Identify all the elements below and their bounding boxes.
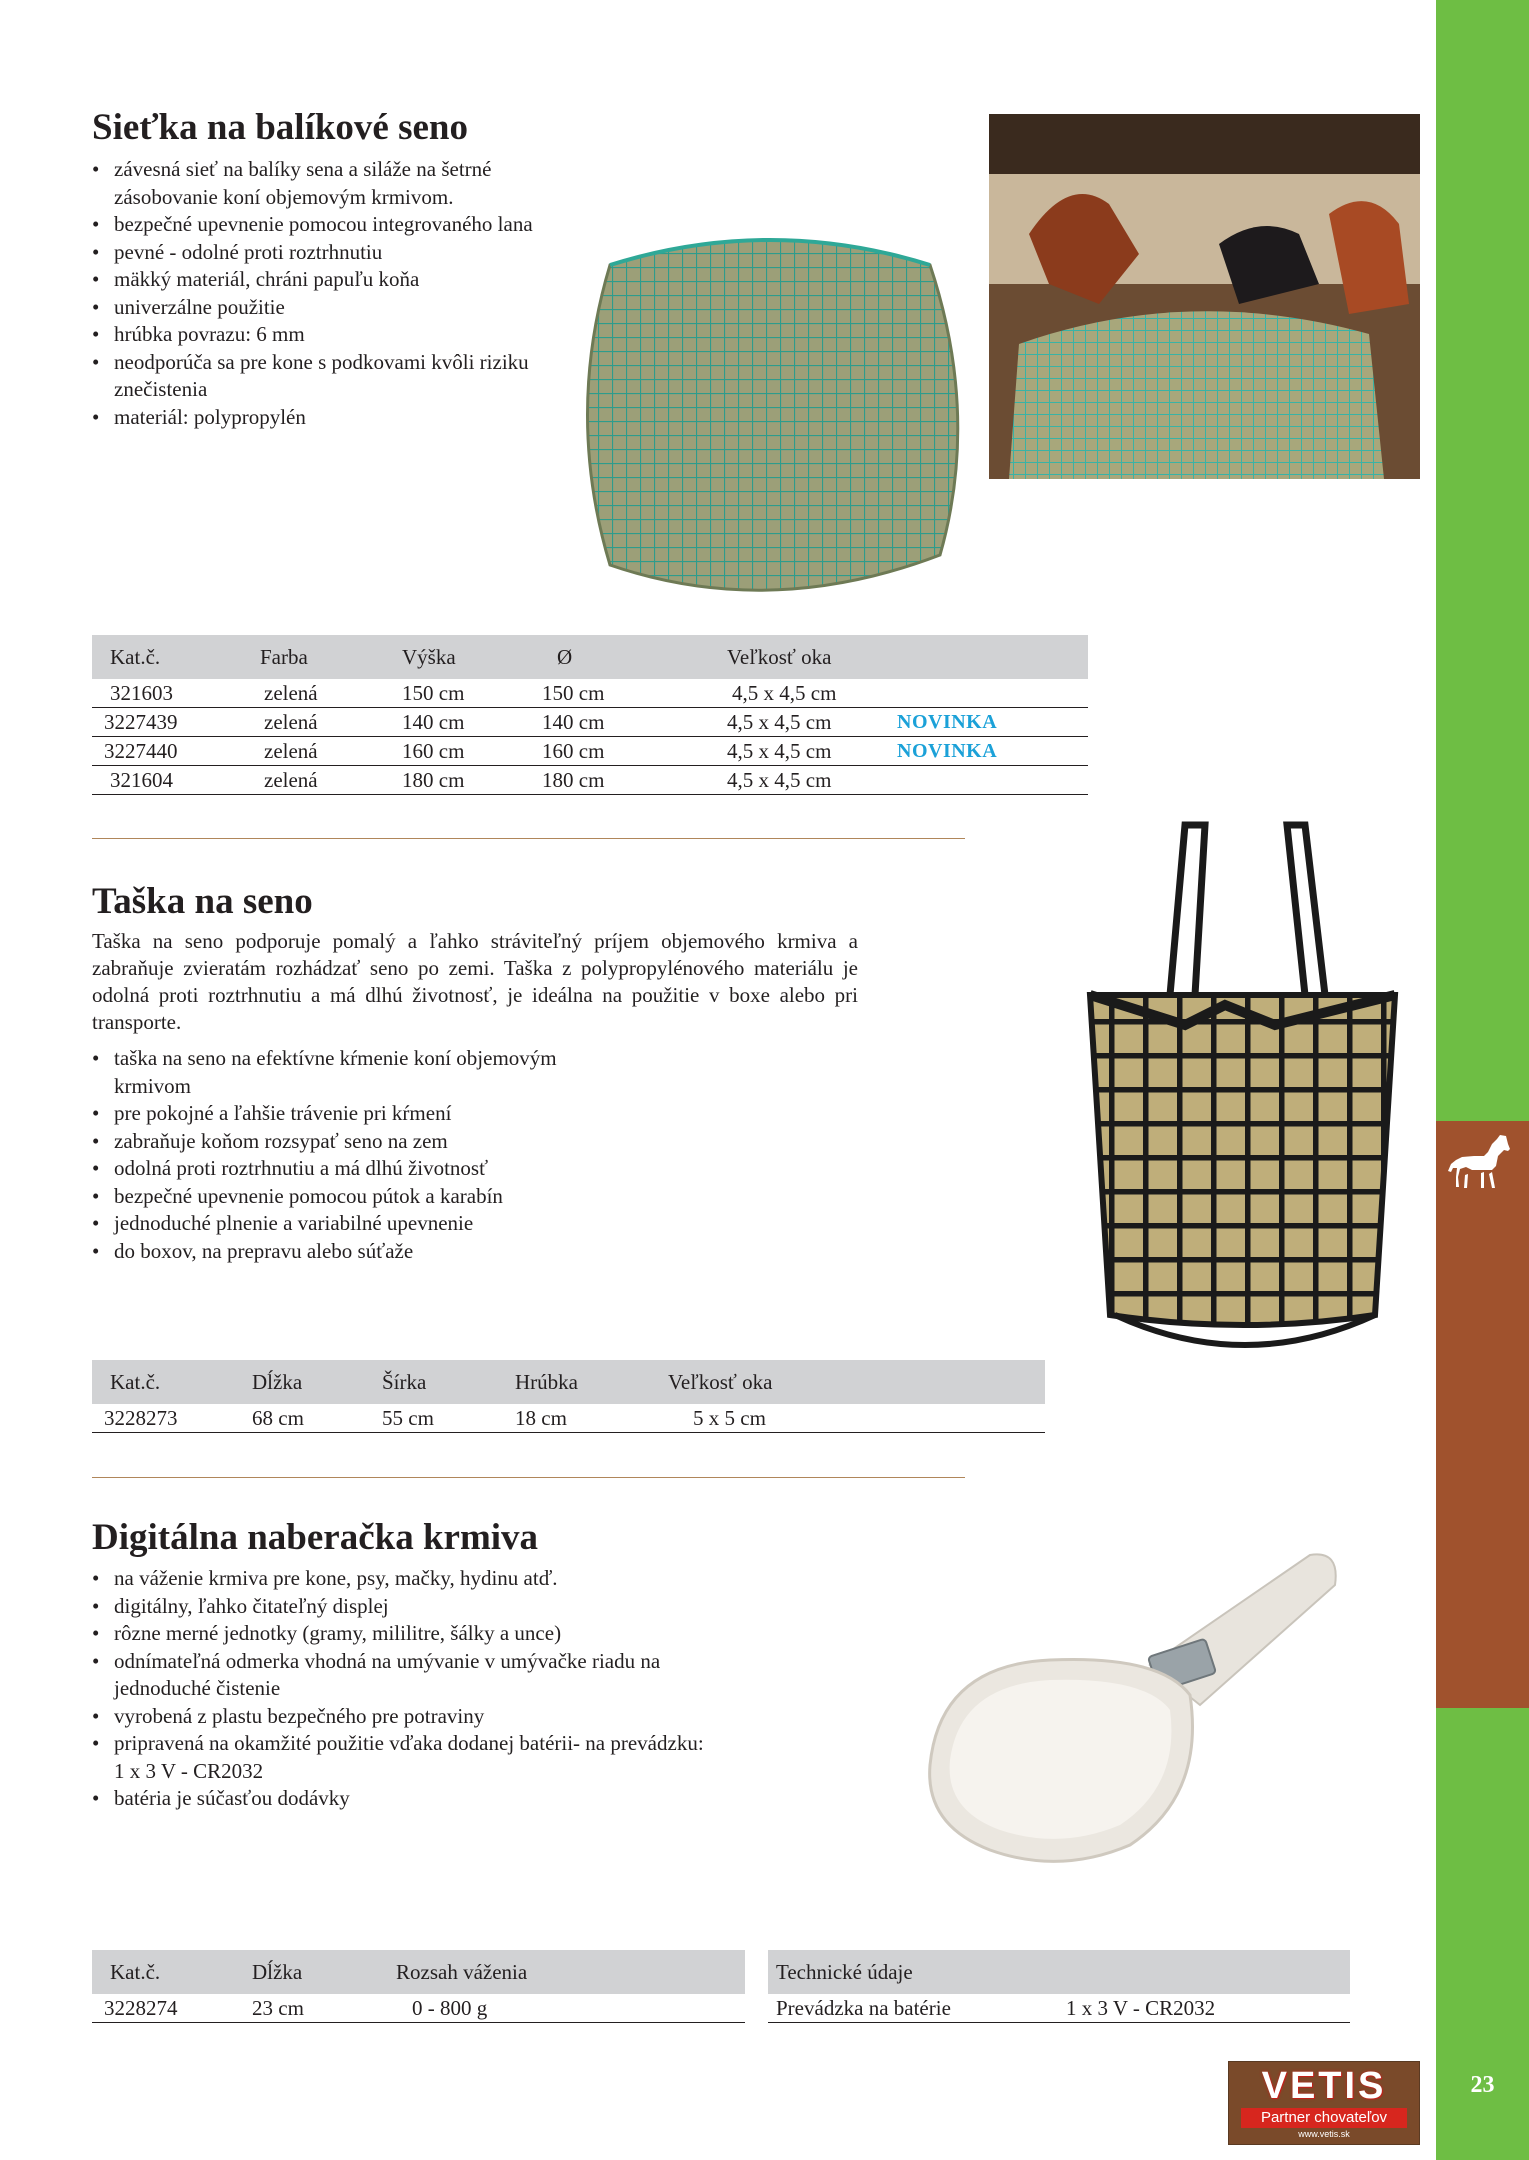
table-cell: 55 cm (382, 1404, 515, 1433)
table-row (92, 766, 1088, 795)
logo-wordmark: VETIS (1261, 2065, 1387, 2107)
column-header: Kat.č. (92, 1950, 252, 1994)
table-row (92, 1994, 745, 2023)
table-cell: 140 cm (402, 708, 542, 737)
novinka-badge: NOVINKA (897, 737, 1088, 766)
table-cell: 5 x 5 cm (668, 1404, 1045, 1433)
logo-url: www.vetis.sk (1298, 2129, 1350, 2139)
column-header: Výška (402, 635, 542, 679)
column-header: Dĺžka (252, 1360, 382, 1404)
table-row (768, 1994, 1350, 2023)
list-item: • batéria je súčasťou dodávky (92, 1785, 712, 1813)
product2-description: Taška na seno podporuje pomalý a ľahko stráviteľný príjem objemového krmiva a zabraňuje zvieratám rozhádzať seno po zemi. Taška z polypropylénového materiálu je odolná proti roztrhnutiu a má dlhú životnosť, je ideálna na použitie v boxe alebo pri transporte. (92, 929, 858, 1034)
product2-feature-list (92, 1045, 632, 1265)
list-item: • odnímateľná odmerka vhodná na umývanie v umývačke riadu na jednoduché čistenie (92, 1648, 712, 1703)
list-item: • rôzne merné jednotky (gramy, mililitre, šálky a unce) (92, 1620, 712, 1648)
sidebar-category-tab[interactable] (1436, 1121, 1529, 1708)
table-cell: 150 cm (542, 679, 727, 708)
digital-scoop-image (920, 1545, 1345, 1875)
table-cell: 3227439 (92, 708, 260, 737)
table-cell: 68 cm (252, 1404, 382, 1433)
column-header: Ø (542, 635, 727, 679)
list-item: • do boxov, na prepravu alebo súťaže (92, 1238, 632, 1266)
table-cell: 4,5 x 4,5 cm (727, 737, 897, 766)
list-item: • odolná proti roztrhnutiu a má dlhú životnosť (92, 1155, 632, 1183)
section-divider (92, 838, 965, 839)
product1-title: Sieťka na balíkové seno (92, 107, 468, 148)
table-cell: 160 cm (542, 737, 727, 766)
table-cell: 3228273 (92, 1404, 252, 1433)
list-item: • bezpečné upevnenie pomocou pútok a karabín (92, 1183, 632, 1211)
section-divider (92, 1477, 965, 1478)
product3-title: Digitálna naberačka krmiva (92, 1517, 539, 1558)
table-cell: zelená (260, 737, 402, 766)
list-item: • taška na seno na efektívne kŕmenie koní objemovým krmivom (92, 1045, 632, 1100)
column-header: Šírka (382, 1360, 515, 1404)
column-header: Veľkosť oka (727, 635, 897, 679)
list-item: • vyrobená z plastu bezpečného pre potraviny (92, 1703, 712, 1731)
column-header: Farba (260, 635, 402, 679)
list-item: • univerzálne použitie (92, 294, 552, 322)
table-cell: 180 cm (542, 766, 727, 795)
table-row (92, 737, 1088, 766)
sidebar-green-top (1436, 0, 1529, 1121)
list-item: • pevné - odolné proti roztrhnutiu (92, 239, 552, 267)
list-item: • neodporúča sa pre kone s podkovami kvôli riziku znečistenia (92, 349, 552, 404)
column-header: Hrúbka (515, 1360, 668, 1404)
page-number: 23 (1470, 2072, 1495, 2098)
column-header: Dĺžka (252, 1950, 396, 1994)
table-cell: 0 - 800 g (396, 1994, 745, 2023)
novinka-badge (897, 679, 1088, 708)
novinka-badge (897, 766, 1088, 795)
table-cell: zelená (260, 766, 402, 795)
list-item: • materiál: polypropylén (92, 404, 552, 432)
list-item: • mäkký materiál, chráni papuľu koňa (92, 266, 552, 294)
table-row (92, 679, 1088, 708)
list-item: • hrúbka povrazu: 6 mm (92, 321, 552, 349)
table-cell: 3227440 (92, 737, 260, 766)
table-cell: 23 cm (252, 1994, 396, 2023)
table-cell: 4,5 x 4,5 cm (727, 766, 897, 795)
list-item: • zabraňuje koňom rozsypať seno na zem (92, 1128, 632, 1156)
table-cell: 18 cm (515, 1404, 668, 1433)
table-cell: 4,5 x 4,5 cm (727, 708, 897, 737)
product3-feature-list (92, 1565, 712, 1813)
table-cell: zelená (260, 679, 402, 708)
product1-feature-list (92, 156, 552, 431)
table-cell: 321604 (92, 766, 260, 795)
hay-net-image (570, 225, 975, 610)
product3-tech-table (768, 1950, 1350, 2023)
table-row (92, 1404, 1045, 1433)
table-cell: 140 cm (542, 708, 727, 737)
tech-value: 1 x 3 V - CR2032 (1066, 1994, 1350, 2023)
list-item: • pripravená na okamžité použitie vďaka dodanej batérii- na prevádzku: 1 x 3 V - CR2032 (92, 1730, 712, 1785)
column-header: Rozsah váženia (396, 1950, 745, 1994)
list-item: • bezpečné upevnenie pomocou integrovaného lana (92, 211, 552, 239)
list-item: • jednoduché plnenie a variabilné upevnenie (92, 1210, 632, 1238)
horses-photo (989, 114, 1420, 479)
table-cell: 321603 (92, 679, 260, 708)
tech-label: Prevádzka na batérie (768, 1994, 1066, 2023)
column-header: Kat.č. (92, 635, 260, 679)
table-cell: 150 cm (402, 679, 542, 708)
product2-title: Taška na seno (92, 881, 313, 922)
column-header: Veľkosť oka (668, 1360, 1045, 1404)
table-row (92, 708, 1088, 737)
table-cell: 160 cm (402, 737, 542, 766)
table-cell: 3228274 (92, 1994, 252, 2023)
list-item: • závesná sieť na balíky sena a siláže na šetrné zásobovanie koní objemovým krmivom. (92, 156, 552, 211)
logo-tagline: Partner chovateľov (1241, 2108, 1407, 2128)
product1-spec-table (92, 635, 1088, 795)
vetis-logo[interactable] (1228, 2061, 1420, 2145)
tech-header: Technické údaje (768, 1950, 1350, 1994)
list-item: • pre pokojné a ľahšie trávenie pri kŕmení (92, 1100, 632, 1128)
table-cell: 180 cm (402, 766, 542, 795)
novinka-badge: NOVINKA (897, 708, 1088, 737)
table-cell: 4,5 x 4,5 cm (727, 679, 897, 708)
product3-spec-table (92, 1950, 745, 2023)
table-cell: zelená (260, 708, 402, 737)
list-item: • na váženie krmiva pre kone, psy, mačky, hydinu atď. (92, 1565, 712, 1593)
product2-spec-table (92, 1360, 1045, 1433)
column-header: Kat.č. (92, 1360, 252, 1404)
horse-icon (1448, 1130, 1518, 1200)
list-item: • digitálny, ľahko čitateľný displej (92, 1593, 712, 1621)
hay-bag-image (1075, 815, 1410, 1405)
